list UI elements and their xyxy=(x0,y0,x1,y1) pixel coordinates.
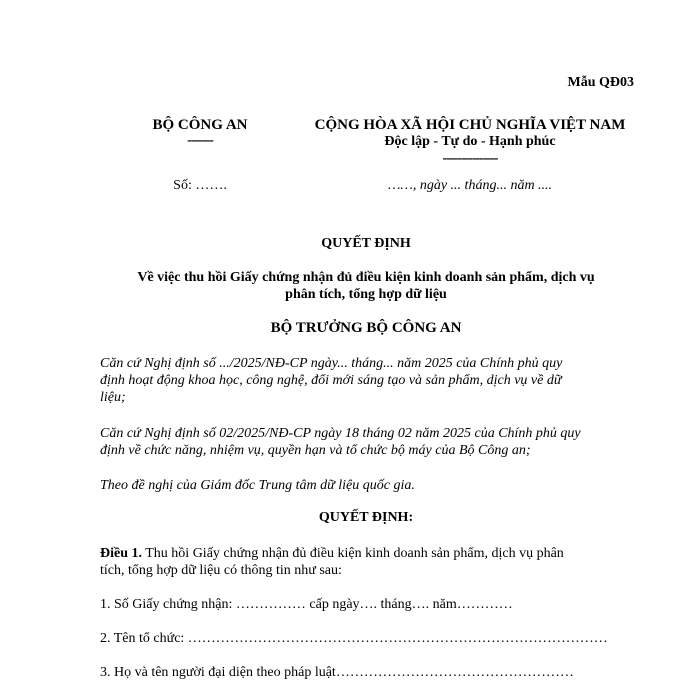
subject-line-1: Về việc thu hồi Giấy chứng nhận đủ điều kiện kinh doanh sản phẩm, dịch vụ xyxy=(137,270,595,285)
decision-heading: QUYẾT ĐỊNH: xyxy=(318,510,414,525)
document-number: Số: ……. xyxy=(173,178,227,193)
article-1-label: Điều 1. xyxy=(100,546,142,561)
country-name: CỘNG HÒA XÃ HỘI CHỦ NGHĨA VIỆT NAM xyxy=(314,117,626,133)
preamble-clause-1 xyxy=(100,355,632,406)
agency-name: BỘ CÔNG AN xyxy=(152,117,248,133)
preamble-2-line-2: định về chức năng, nhiệm vụ, quyền hạn và tổ chức bộ máy của Bộ Công an; xyxy=(100,443,531,458)
date-line: ……, ngày ... tháng... năm .... xyxy=(387,178,553,193)
preamble-2-line-1: Căn cứ Nghị định số 02/2025/NĐ-CP ngày 18 tháng 02 năm 2025 của Chính phủ quy xyxy=(100,426,581,441)
article-1-text-line-1: Thu hồi Giấy chứng nhận đủ điều kiện kinh doanh sản phẩm, dịch vụ phân xyxy=(142,546,564,561)
preamble-1-line-1: Căn cứ Nghị định số .../2025/NĐ-CP ngày... tháng... năm 2025 của Chính phủ quy xyxy=(100,356,563,371)
field-certificate-number: 1. Số Giấy chứng nhận: …………… cấp ngày…. tháng…. năm………… xyxy=(100,597,513,612)
preamble-1-line-2: định hoạt động khoa học, công nghệ, đổi mới sáng tạo và sản phẩm, dịch vụ về dữ xyxy=(100,373,562,388)
agency-underline: ------- xyxy=(187,133,213,148)
article-1-text-line-2: tích, tổng hợp dữ liệu có thông tin như sau: xyxy=(100,563,342,578)
field-organization-name: 2. Tên tổ chức: ……………………………………………………………………………… xyxy=(100,631,608,646)
motto-underline: --------------- xyxy=(442,151,498,166)
article-1 xyxy=(100,545,632,579)
issuing-authority: BỘ TRƯỞNG BỘ CÔNG AN xyxy=(270,320,462,336)
national-motto: Độc lập - Tự do - Hạnh phúc xyxy=(384,134,556,149)
field-legal-representative: 3. Họ và tên người đại diện theo pháp luật…………………………………………… xyxy=(100,665,574,680)
preamble-clause-3 xyxy=(100,477,632,494)
document-title: QUYẾT ĐỊNH xyxy=(321,236,411,251)
preamble-clause-2 xyxy=(100,425,632,459)
preamble-3-line-1: Theo đề nghị của Giám đốc Trung tâm dữ liệu quốc gia. xyxy=(100,478,415,493)
preamble-1-line-3: liệu; xyxy=(100,390,126,405)
form-code: Mẫu QĐ03 xyxy=(567,75,634,90)
subject-line-2: phân tích, tổng hợp dữ liệu xyxy=(285,287,447,302)
